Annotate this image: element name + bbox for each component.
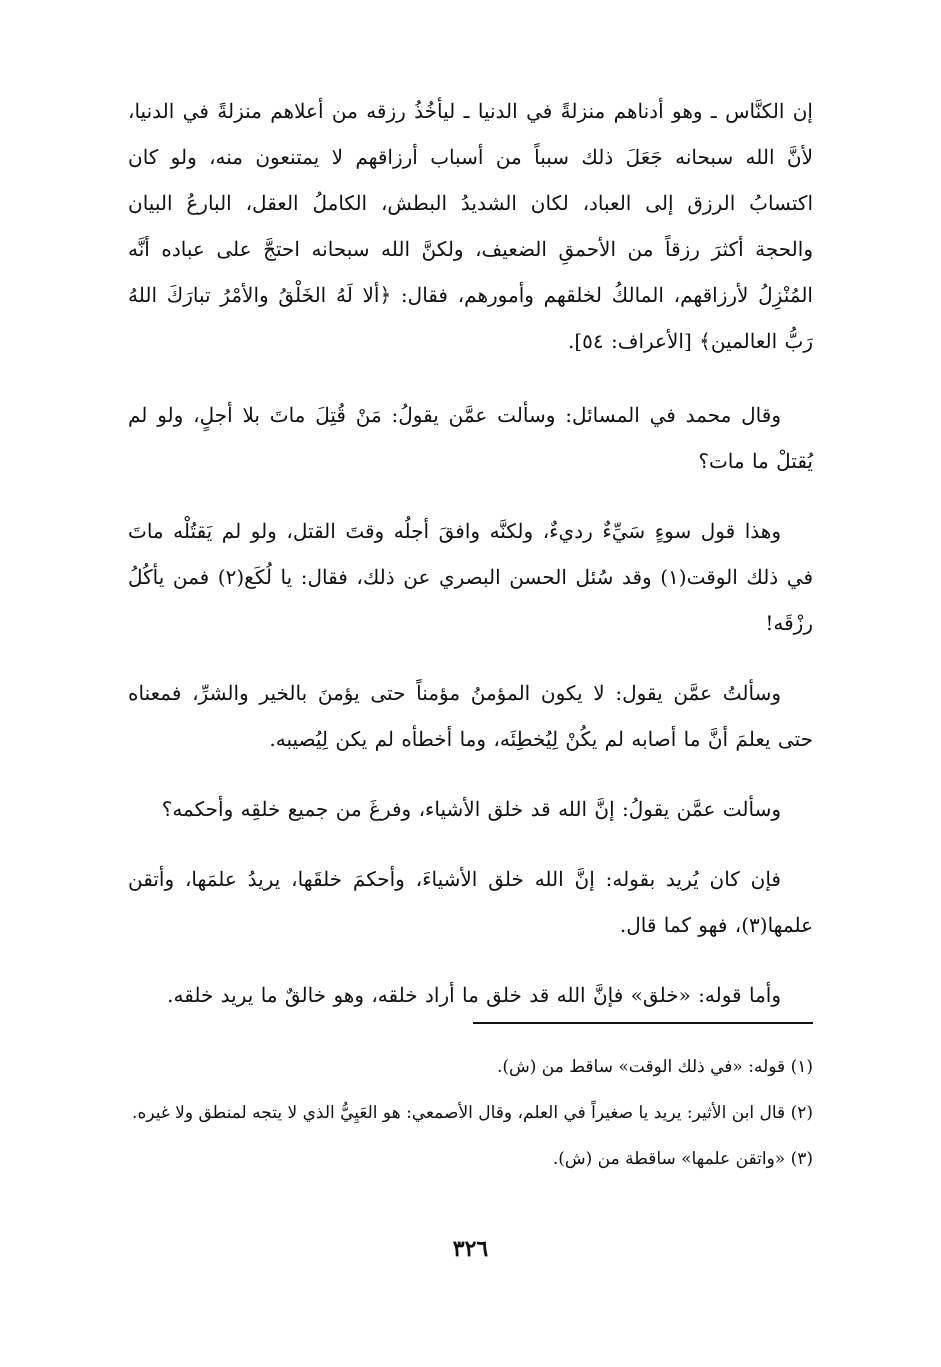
footnote-2: (٢) قال ابن الأثير: يريد يا صغيراً في العلم، وقال الأصمعي: هو العَيِيُّ الذي لا يتجه لمنطق ولا غيره. bbox=[132, 1103, 813, 1123]
main-text-block bbox=[128, 88, 813, 1042]
footnote-separator bbox=[473, 1022, 813, 1024]
footnote-1: (١) قوله: «في ذلك الوقت» ساقط من (ش). bbox=[496, 1057, 813, 1077]
footnotes-block bbox=[128, 1050, 813, 1188]
paragraph-1: إن الكنَّاس ـ وهو أدناهم منزلةً في الدنيا ـ ليأخُذُ رزقه من أعلاهم منزلةً في الدنيا، لأنَّ الله سبحانه جَعَلَ ذلك سبباً من أسباب أرزاقهم لا يمتنعون منه، ولو كان اكتسابُ الرزق إلى العباد، لكان الشديدُ البطش، الكاملُ العقل، البارعُ البيان والحجة أكثرَ رزقاً من الأحمقِ الضعيف، ولكنَّ الله سبحانه احتجَّ على عباده أنَّه المُنْزِلُ لأرزاقهم، المالكُ لخلقهم وأمورهم، فقال: ﴿ألا لَهُ الخَلْقُ والأمْرُ تبارَكَ اللهُ رَبُّ العالمين﴾ [الأعراف: ٥٤]. bbox=[128, 99, 813, 353]
paragraph-4: وسألتُ عمَّن يقول: لا يكون المؤمنُ مؤمناً حتى يؤمنَ بالخير والشرِّ، فمعناه حتى يعلمَ أنَّ ما أصابه لم يكُنْ لِيُخطِئَه، وما أخطأه لم يكن لِيُصيبه. bbox=[128, 681, 813, 751]
paragraph-3: وهذا قول سوءٍ سَيِّءٌ رديءٌ، ولكنَّه وافقَ أجلُه وقتَ القتل، ولو لم يَقتُلْه ماتَ في ذلك الوقت(١) وقد سُئل الحسن البصري عن ذلك، فقال: يا لُكَع(٢) فمن يأكُلُ رزْقَه! bbox=[128, 519, 814, 635]
page-number: ٣٢٦ bbox=[452, 1236, 489, 1262]
paragraph-7: وأما قوله: «خلق» فإنَّ الله قد خلق ما أراد خلقه، وهو خالقٌ ما يريد خلقه. bbox=[167, 983, 781, 1007]
paragraph-6: فإن كان يُريد بقوله: إنَّ الله خلق الأشياءَ، وأحكمَ خلقَها، يريدُ علمَها، وأتقن علمها(٣)، فهو كما قال. bbox=[128, 867, 813, 937]
paragraph-5: وسألت عمَّن يقولُ: إنَّ الله قد خلق الأشياء، وفرغَ من جميع خلقِه وأحكمه؟ bbox=[161, 797, 781, 821]
footnote-3: (٣) «واتقن علمها» ساقطة من (ش). bbox=[552, 1149, 813, 1169]
paragraph-2: وقال محمد في المسائل: وسألت عمَّن يقولُ: مَنْ قُتِلَ ماتَ بلا أجلٍ، ولو لم يُقتلْ ما مات؟ bbox=[128, 403, 813, 473]
